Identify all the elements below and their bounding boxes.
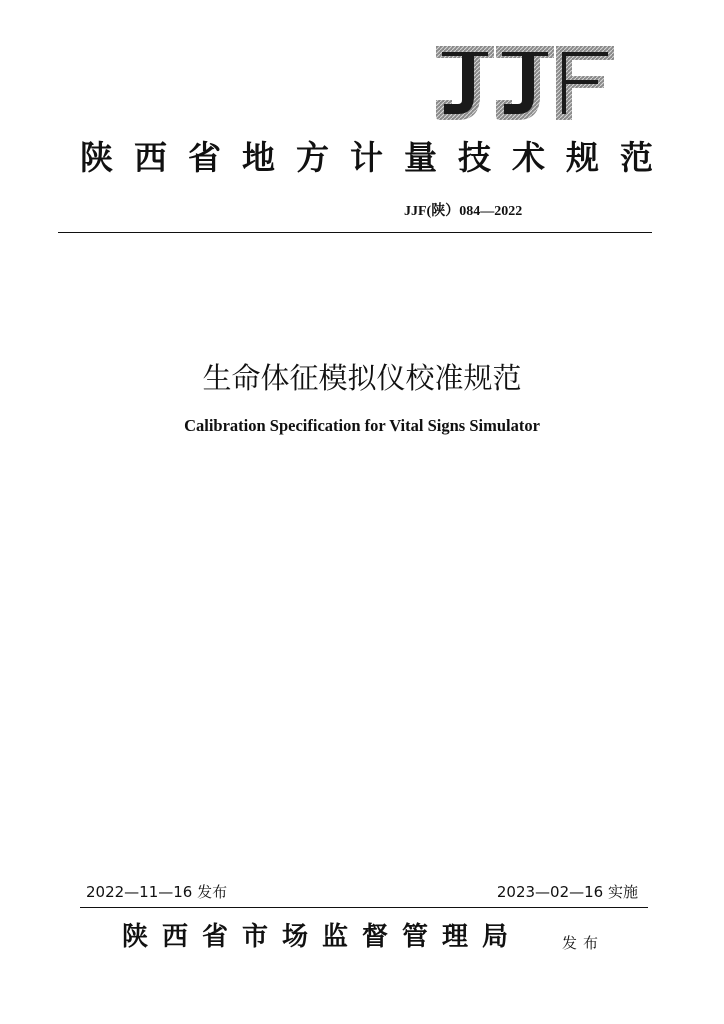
- header-divider: [58, 232, 652, 233]
- logo-letter-f: [556, 46, 614, 120]
- document-title: 生命体征模拟仪校准规范: [202, 361, 522, 395]
- effective-date: 2023—02—16 实施: [496, 883, 638, 901]
- document-code: JJF(陕）084—2022: [404, 204, 523, 219]
- publish-label: 发布: [562, 934, 605, 952]
- logo-letter-j2: [496, 46, 554, 120]
- jjf-logo-mark: [436, 46, 614, 120]
- publisher-name: 陕西省市场监督管理局: [122, 922, 523, 952]
- footer-divider: [80, 907, 648, 908]
- document-subtitle: Calibration Specification for Vital Signs Simulator: [184, 416, 540, 435]
- organization-title: 陕西省地方计量技术规范: [80, 138, 674, 177]
- jjf-logo: [436, 46, 614, 120]
- issue-date: 2022—11—16 发布: [86, 883, 228, 901]
- logo-letter-j1: [436, 46, 494, 120]
